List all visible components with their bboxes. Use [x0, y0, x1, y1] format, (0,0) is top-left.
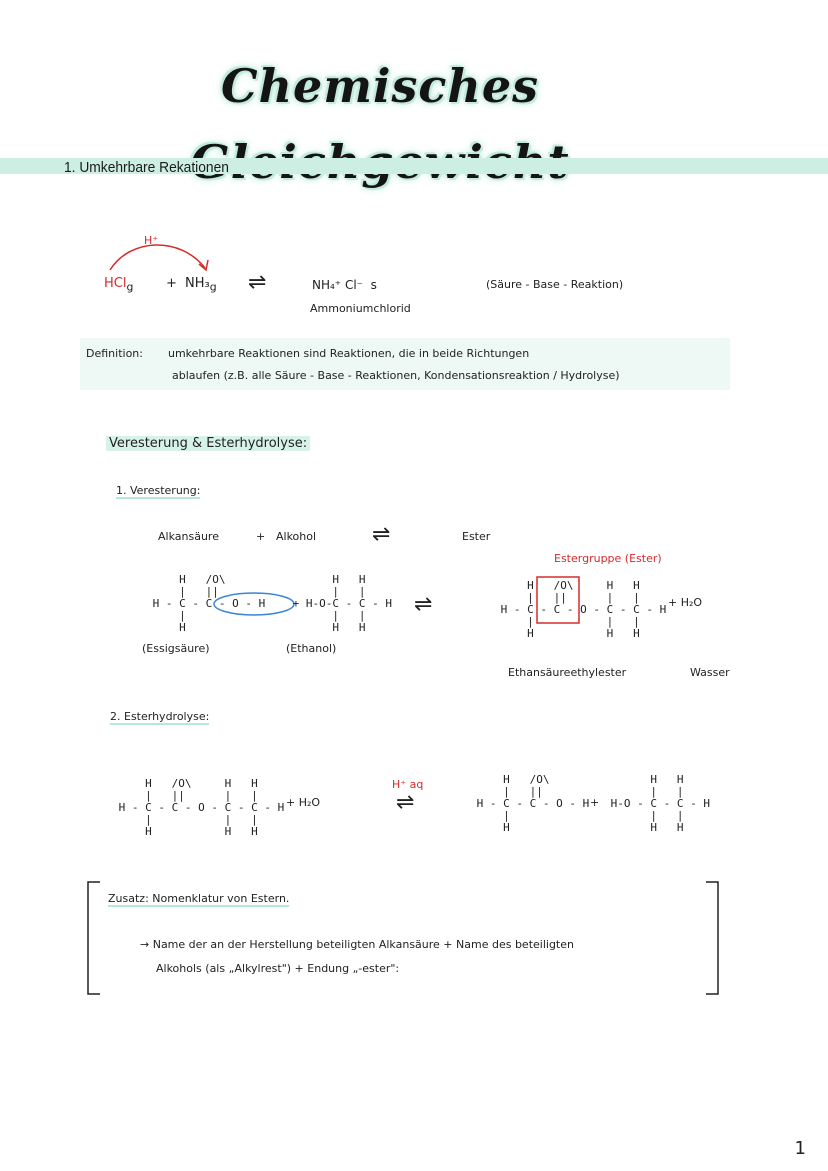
proton-transfer-arrow: [100, 228, 220, 278]
label-water: Wasser: [690, 666, 730, 679]
zusatz-line1: → Name der an der Herstellung beteiligten Alkansäure + Name des beteiligten: [140, 938, 574, 951]
definition-line2: ablaufen (z.B. alle Säure - Base - Reaktionen, Kondensationsreaktion / Hydrolyse): [172, 369, 620, 382]
equilibrium-arrow: ⇌: [248, 270, 267, 295]
product-name: Ammoniumchlorid: [310, 302, 411, 315]
catalyst-label: H⁺: [144, 234, 159, 247]
hydrolysis-subheading-text: 2. Esterhydrolyse:: [110, 710, 210, 723]
product: NH₄⁺ Cl⁻: [312, 278, 364, 292]
definition-box: [80, 338, 730, 390]
page-title: Chemisches: [221, 59, 539, 113]
ester-heading-text: Veresterung & Esterhydrolyse:: [106, 436, 310, 451]
section-heading: 1. Umkehrbare Rekationen: [64, 159, 229, 176]
word-eq-ester: Ester: [462, 530, 491, 543]
reactant1-state: g: [126, 280, 134, 294]
word-eq-alcohol: Alkohol: [276, 530, 317, 543]
water-elimination-circle: [212, 590, 296, 618]
ester-structure: H /O\ H H | || | | H - C - C - O - C - C - H | | | H H H: [500, 579, 667, 640]
hydrolysis-acid-structure: H /O\ | || H - C - C - O - H | H: [476, 773, 590, 834]
definition-label: Definition:: [86, 347, 143, 360]
ester-heading: [106, 436, 310, 451]
hydrolysis-plus: +: [590, 796, 600, 809]
hydrolysis-catalyst: H⁺ aq: [392, 778, 424, 791]
label-acetic-acid: (Essigsäure): [142, 642, 210, 655]
ester-group-label: Estergruppe (Ester): [554, 552, 662, 565]
veresterung-subheading-text: 1. Veresterung:: [116, 484, 201, 497]
reactant1: HCl: [104, 276, 127, 291]
reaction-plus: +: [166, 276, 177, 291]
reactant2-state: g: [209, 280, 217, 294]
zusatz-heading-text: Zusatz: Nomenklatur von Estern.: [108, 892, 290, 905]
word-eq-acid: Alkansäure: [158, 530, 219, 543]
reaction-note: (Säure - Base - Reaktion): [486, 278, 624, 291]
ester-group-box: [536, 576, 580, 626]
veresterung-subheading: [116, 484, 200, 497]
zusatz-line2: Alkohols (als „Alkylrest") + Endung „-ester":: [156, 962, 400, 975]
hydrolysis-subheading: [110, 710, 209, 723]
ethanol-structure: H H | | + H-O-C - C - H | | H H: [292, 573, 392, 634]
zusatz-heading: [108, 892, 289, 905]
ester-equilibrium-arrow: ⇌: [414, 592, 433, 617]
page-number: 1: [794, 1138, 806, 1159]
hydrolysis-ethanol-structure: H H | | H-O - C - C - H | | H H: [610, 773, 710, 834]
label-ethanol: (Ethanol): [286, 642, 337, 655]
reaction-product: [312, 278, 377, 292]
title-area: [100, 48, 660, 128]
product-state: s: [370, 278, 377, 292]
hydrolysis-arrow: ⇌: [396, 790, 415, 815]
acetic-acid-structure: H /O\ | || H - C - C - O - H | H: [152, 573, 266, 634]
word-eq-plus: +: [256, 530, 266, 543]
word-eq-arrow: ⇌: [372, 522, 391, 547]
hydrolysis-water: + H₂O: [286, 796, 321, 809]
reactant2: NH₃: [185, 276, 210, 291]
hydrolysis-ester-structure: H /O\ H H | || | | H - C - C - O - C - C - H | | | H H H: [118, 777, 285, 838]
reaction-reactant1: [104, 276, 133, 294]
label-ester: Ethansäureethylester: [508, 666, 627, 679]
reaction-reactant2: [185, 276, 217, 294]
ester-water: + H₂O: [668, 596, 703, 609]
definition-line1: umkehrbare Reaktionen sind Reaktionen, die in beide Richtungen: [168, 347, 530, 360]
